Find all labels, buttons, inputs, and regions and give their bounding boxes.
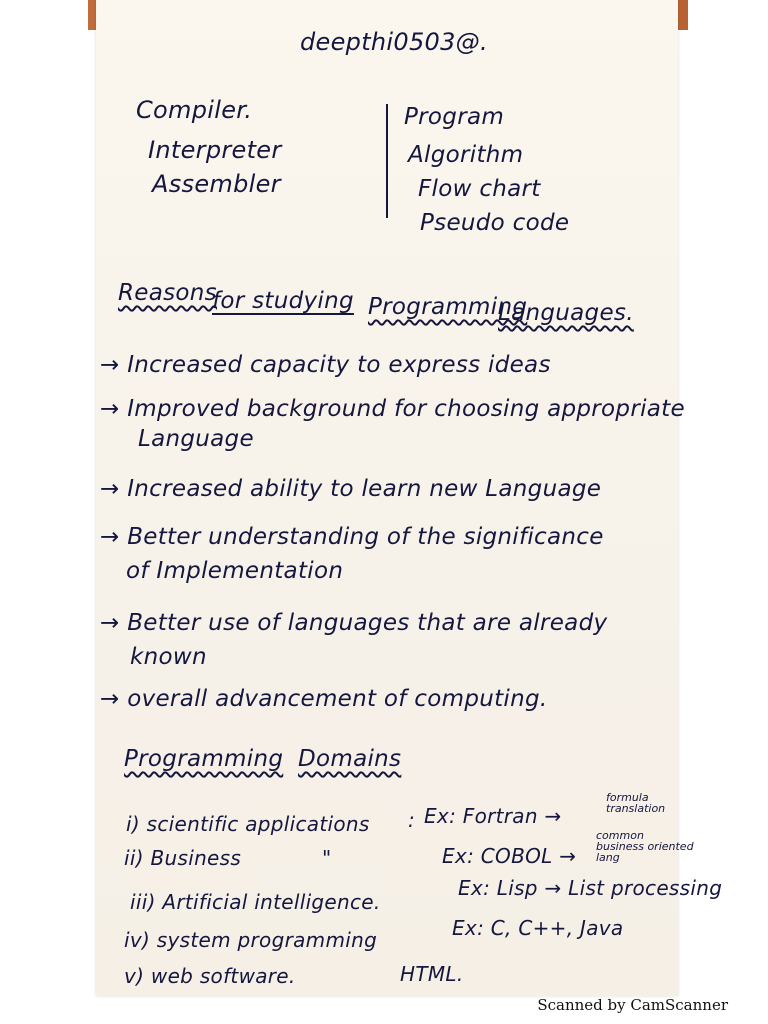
reasons-heading-word: Languages.: [498, 300, 634, 326]
domain-item: [124, 964, 296, 988]
reasons-heading-word: Programming: [368, 294, 528, 320]
right-list-item: Program: [404, 104, 505, 130]
domain-item: [130, 890, 381, 914]
arrow-bullet: →: [100, 352, 120, 378]
domain-example: Ex: Lisp → List processing: [458, 876, 723, 900]
left-list-item: Interpreter: [148, 136, 282, 164]
scanner-watermark: Scanned by CamScanner: [537, 996, 728, 1014]
reason-item: [100, 476, 601, 502]
reason-item: [100, 396, 685, 422]
domain-example: Ex: COBOL →: [442, 844, 577, 868]
arrow-bullet: →: [100, 686, 120, 712]
note-line: translation: [606, 802, 666, 815]
domain-index: v): [124, 964, 145, 988]
domain-index: ii): [124, 846, 144, 870]
reason-item: [100, 352, 551, 378]
reasons-heading-word: Reasons: [118, 280, 217, 306]
arrow-bullet: →: [100, 396, 120, 422]
reason-text-continuation: of Implementation: [126, 558, 344, 584]
reason-text: Increased capacity to express ideas: [127, 352, 551, 378]
domains-heading-word: Domains: [298, 746, 402, 772]
domain-item: [124, 928, 377, 952]
domain-note: [596, 830, 694, 863]
page-title: deepthi0503@.: [300, 28, 488, 56]
note-line: lang: [596, 851, 620, 864]
domain-index: iii): [130, 890, 156, 914]
domain-name: scientific applications: [146, 812, 370, 836]
reasons-heading-word: for studying: [212, 288, 354, 314]
domain-name: Business: [150, 846, 242, 870]
domain-index: iv): [124, 928, 151, 952]
note-line: business oriented: [596, 840, 694, 853]
column-divider: [386, 104, 388, 218]
left-list-item: Compiler.: [136, 96, 253, 124]
domain-name: system programming: [156, 928, 378, 952]
arrow-bullet: →: [100, 610, 120, 636]
reason-item: [100, 524, 604, 550]
ditto-mark: ": [322, 846, 332, 870]
reason-text-continuation: Language: [138, 426, 254, 452]
reason-text: Better understanding of the significance: [127, 524, 604, 550]
domains-heading-word: Programming: [124, 746, 284, 772]
right-list-item: Algorithm: [408, 142, 524, 168]
domain-item: [124, 846, 241, 870]
reason-text: Better use of languages that are already: [127, 610, 608, 636]
domain-index: i): [126, 812, 140, 836]
domain-item: [126, 812, 370, 836]
right-list-item: Pseudo code: [420, 210, 570, 236]
domain-separator: :: [408, 808, 416, 832]
left-list-item: Assembler: [152, 170, 281, 198]
domain-example: Ex: Fortran →: [424, 804, 562, 828]
note-line: formula: [606, 791, 649, 804]
domain-note: [606, 792, 665, 814]
domain-name: web software.: [150, 964, 296, 988]
right-list-item: Flow chart: [418, 176, 541, 202]
reason-text: Improved background for choosing appropriate: [127, 396, 685, 422]
domain-example: Ex: C, C++, Java: [452, 916, 624, 940]
reason-text: overall advancement of computing.: [127, 686, 548, 712]
note-line: common: [596, 829, 644, 842]
reason-text-continuation: known: [130, 644, 207, 670]
arrow-bullet: →: [100, 476, 120, 502]
arrow-bullet: →: [100, 524, 120, 550]
reason-item: [100, 686, 548, 712]
domain-example: HTML.: [400, 962, 464, 986]
reason-item: [100, 610, 607, 636]
reason-text: Increased ability to learn new Language: [127, 476, 602, 502]
domain-name: Artificial intelligence.: [162, 890, 381, 914]
